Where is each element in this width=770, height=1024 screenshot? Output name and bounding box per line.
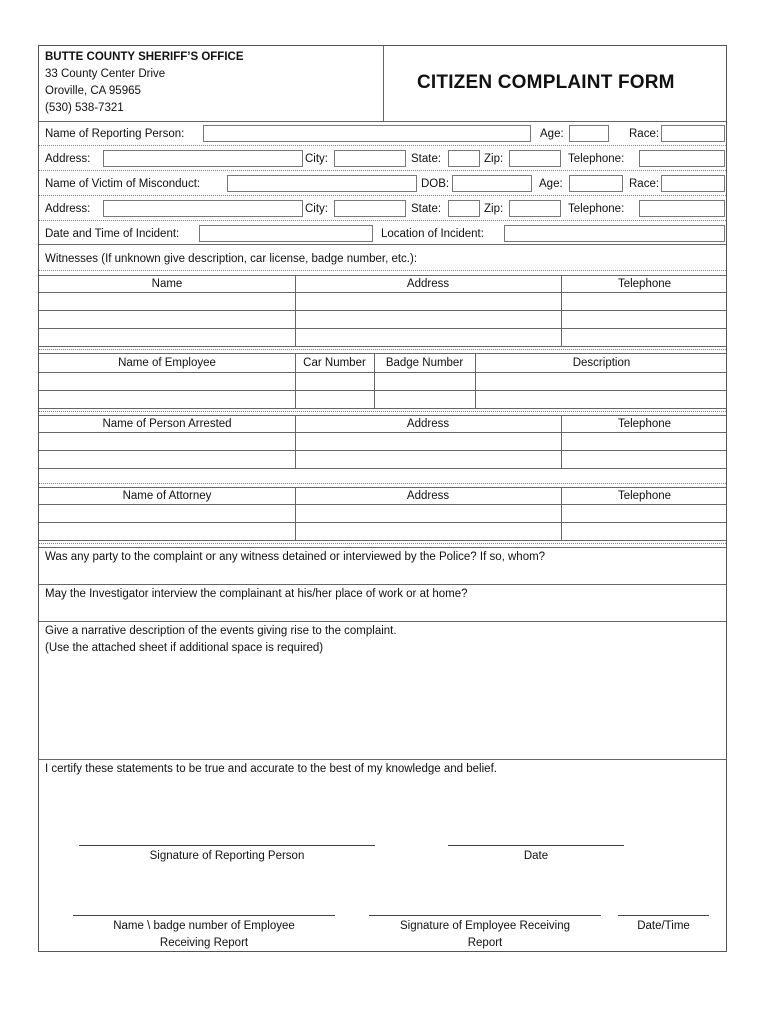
employee-col-description: Description xyxy=(572,357,631,369)
incident-datetime-field[interactable] xyxy=(199,225,373,242)
complaint-form xyxy=(38,45,727,952)
narrative-instructions: Give a narrative description of the events giving rise to the complaint. xyxy=(45,625,397,637)
victim-name-field[interactable] xyxy=(227,175,417,192)
reporting-address-field[interactable] xyxy=(103,150,303,167)
reporting-age-label: Age: xyxy=(540,128,564,140)
reporting-address-label: Address: xyxy=(45,153,91,165)
incident-location-label: Location of Incident: xyxy=(381,228,484,240)
attorney-col-name: Name of Attorney xyxy=(122,490,212,502)
employee-rows[interactable] xyxy=(39,372,728,408)
victim-telephone-field[interactable] xyxy=(639,200,725,217)
witnesses-heading: Witnesses (If unknown give description, car license, badge number, etc.): xyxy=(45,253,418,265)
victim-race-label: Race: xyxy=(629,178,660,190)
victim-age-label: Age: xyxy=(539,178,563,190)
org-address-line1: 33 County Center Drive xyxy=(45,68,166,80)
attorney-rows[interactable] xyxy=(39,504,728,540)
employee-col-name: Name of Employee xyxy=(118,357,216,369)
witness-col-telephone: Telephone xyxy=(617,278,672,290)
reporting-city-label: City: xyxy=(305,153,328,165)
reporting-name-label: Name of Reporting Person: xyxy=(45,128,185,140)
incident-location-field[interactable] xyxy=(504,225,725,242)
victim-name-label: Name of Victim of Misconduct: xyxy=(45,178,201,190)
reporting-telephone-field[interactable] xyxy=(639,150,725,167)
reporting-race-label: Race: xyxy=(629,128,660,140)
victim-dob-field[interactable] xyxy=(452,175,532,192)
date-label: Date xyxy=(523,850,549,862)
employee-name-label-2: Receiving Report xyxy=(159,937,249,949)
employee-signature-line[interactable] xyxy=(369,915,601,916)
employee-col-car: Car Number xyxy=(303,357,366,369)
arrested-col-telephone: Telephone xyxy=(617,418,672,430)
victim-address-label: Address: xyxy=(45,203,91,215)
employee-name-label-1: Name \ badge number of Employee xyxy=(113,920,295,932)
org-phone: (530) 538-7321 xyxy=(45,102,124,114)
witness-col-address: Address xyxy=(406,278,450,290)
reporting-signature-label: Signature of Reporting Person xyxy=(149,850,305,862)
victim-city-field[interactable] xyxy=(334,200,406,217)
victim-race-field[interactable] xyxy=(661,175,725,192)
victim-telephone-label: Telephone: xyxy=(568,203,625,215)
question-interview: May the Investigator interview the complainant at his/her place of work or at home? xyxy=(45,588,468,600)
incident-datetime-label: Date and Time of Incident: xyxy=(45,228,180,240)
narrative-note: (Use the attached sheet if additional space is required) xyxy=(45,642,324,654)
employee-name-line[interactable] xyxy=(73,915,335,916)
org-address-line2: Oroville, CA 95965 xyxy=(45,85,141,97)
reporting-city-field[interactable] xyxy=(334,150,406,167)
reporting-signature-line[interactable] xyxy=(79,845,375,846)
reporting-state-field[interactable] xyxy=(448,150,480,167)
reporting-telephone-label: Telephone: xyxy=(568,153,625,165)
victim-dob-label: DOB: xyxy=(421,178,450,190)
attorney-col-telephone: Telephone xyxy=(617,490,672,502)
arrested-rows[interactable] xyxy=(39,432,728,468)
answer-detained-field[interactable] xyxy=(39,565,728,583)
victim-city-label: City: xyxy=(305,203,328,215)
datetime-label: Date/Time xyxy=(637,920,690,932)
answer-interview-field[interactable] xyxy=(39,602,728,620)
form-title: CITIZEN COMPLAINT FORM xyxy=(417,72,675,93)
certification-statement: I certify these statements to be true and accurate to the best of my knowledge and belief. xyxy=(45,763,497,775)
employee-signature-label-1: Signature of Employee Receiving xyxy=(399,920,571,932)
reporting-zip-label: Zip: xyxy=(484,153,504,165)
witness-col-name: Name xyxy=(151,278,183,290)
narrative-field[interactable] xyxy=(39,658,728,758)
reporting-name-field[interactable] xyxy=(203,125,531,142)
reporting-race-field[interactable] xyxy=(661,125,725,142)
attorney-col-address: Address xyxy=(406,490,450,502)
employee-signature-label-2: Report xyxy=(467,937,503,949)
victim-zip-label: Zip: xyxy=(484,203,504,215)
victim-state-field[interactable] xyxy=(448,200,480,217)
witness-rows[interactable] xyxy=(39,292,728,346)
victim-state-label: State: xyxy=(411,203,442,215)
reporting-state-label: State: xyxy=(411,153,442,165)
org-name: BUTTE COUNTY SHERIFF’S OFFICE xyxy=(45,51,244,63)
victim-zip-field[interactable] xyxy=(509,200,561,217)
datetime-line[interactable] xyxy=(618,915,709,916)
arrested-col-address: Address xyxy=(406,418,450,430)
reporting-age-field[interactable] xyxy=(569,125,609,142)
victim-age-field[interactable] xyxy=(569,175,623,192)
reporting-zip-field[interactable] xyxy=(509,150,561,167)
victim-address-field[interactable] xyxy=(103,200,303,217)
date-line[interactable] xyxy=(448,845,624,846)
arrested-col-name: Name of Person Arrested xyxy=(102,418,232,430)
question-detained: Was any party to the complaint or any witness detained or interviewed by the Police? If so, whom? xyxy=(45,551,546,563)
employee-col-badge: Badge Number xyxy=(385,357,464,369)
